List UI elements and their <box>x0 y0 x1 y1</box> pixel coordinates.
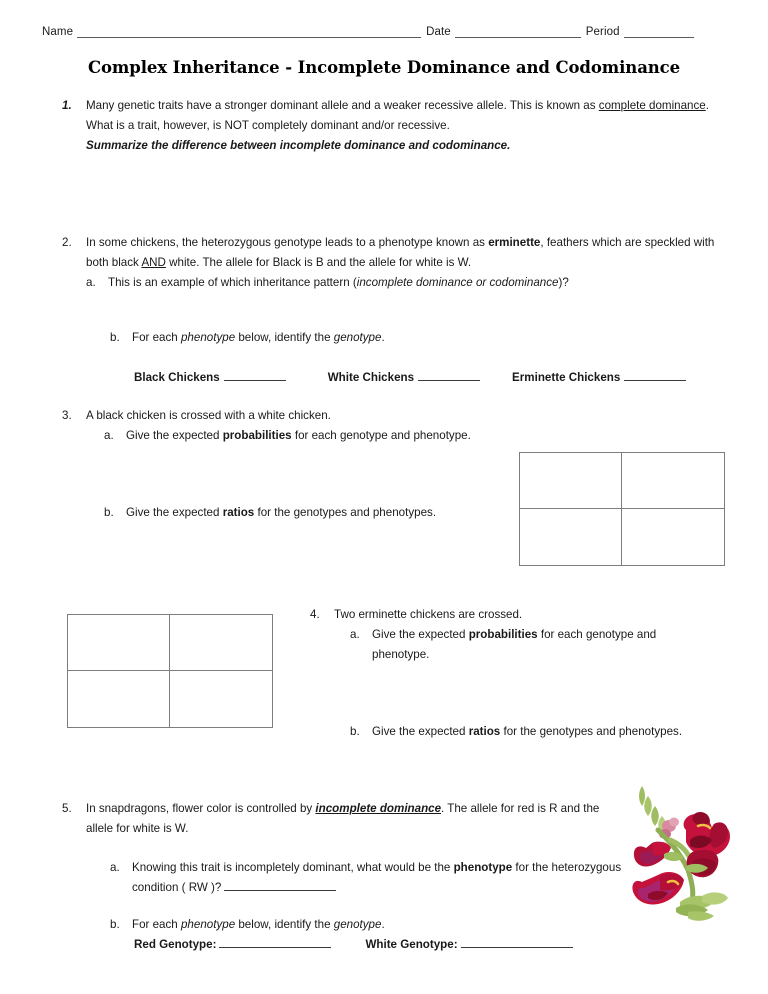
question-1-number: 1. <box>62 99 72 112</box>
question-2b-emphasis-phenotype: phenotype <box>180 331 236 344</box>
question-4b-text-a: Give the expected <box>372 725 469 738</box>
question-5-text-a: In snapdragons, flower color is controlled by <box>86 802 316 815</box>
question-5a <box>110 858 630 898</box>
question-3a <box>104 426 524 446</box>
question-5a-letter: a. <box>110 861 120 874</box>
punnett-cell[interactable] <box>520 509 622 565</box>
question-3a-letter: a. <box>104 429 114 442</box>
student-info-header <box>42 26 726 38</box>
question-3b-text-a: Give the expected <box>126 506 223 519</box>
question-4b-letter: b. <box>350 725 360 738</box>
question-5a-emphasis-phenotype: phenotype <box>453 861 513 874</box>
question-4b-body <box>372 722 740 742</box>
question-2a-letter: a. <box>86 276 96 289</box>
question-4a-text-a: Give the expected <box>372 628 469 641</box>
question-5b-emphasis-phenotype: phenotype <box>180 918 236 931</box>
black-chickens-blank[interactable] <box>224 368 286 381</box>
question-2a-text-b: )? <box>558 276 569 289</box>
question-2-emphasis-and: AND <box>141 256 166 269</box>
question-2b-body <box>132 328 710 348</box>
name-blank[interactable] <box>77 26 421 38</box>
question-3b-text-b: for the genotypes and phenotypes. <box>254 506 437 519</box>
question-2-text-b: , feathers which are speckled with both black <box>86 236 715 269</box>
question-2-body <box>86 233 722 293</box>
erminette-chickens-group <box>512 368 686 384</box>
chicken-genotype-blanks <box>134 368 734 384</box>
question-3b-letter: b. <box>104 506 114 519</box>
question-1-emphasis-complete-dominance: complete dominance <box>598 99 706 112</box>
red-genotype-blank[interactable] <box>219 935 331 948</box>
question-5a-body <box>132 858 630 898</box>
question-5-body <box>86 799 622 839</box>
question-2-emphasis-erminette: erminette <box>488 236 541 249</box>
question-4 <box>310 605 730 625</box>
question-4b-emphasis-ratios: ratios <box>468 725 501 738</box>
question-2b-text-c: . <box>381 331 385 344</box>
white-chickens-blank[interactable] <box>418 368 480 381</box>
question-1-text-b: . What is a trait, however, is NOT completely dominant and/or recessive. <box>86 99 709 132</box>
question-3b-body <box>126 503 524 523</box>
question-4a-text-b: for each genotype and phenotype. <box>372 628 657 661</box>
white-chickens-group <box>328 368 480 384</box>
punnett-square-question-4[interactable] <box>67 614 273 728</box>
question-4b-text-b: for the genotypes and phenotypes. <box>500 725 683 738</box>
name-label: Name <box>42 26 74 38</box>
question-5b-text-b: below, identify the <box>235 918 334 931</box>
question-4b <box>350 722 740 742</box>
question-5 <box>62 799 622 839</box>
question-4a-emphasis-probabilities: probabilities <box>468 628 538 641</box>
erminette-chickens-label: Erminette Chickens <box>512 371 621 384</box>
question-5b-letter: b. <box>110 918 120 931</box>
question-1-text-a: Many genetic traits have a stronger dominant allele and a weaker recessive allele. This is known as <box>86 99 599 112</box>
question-3a-emphasis-probabilities: probabilities <box>222 429 292 442</box>
erminette-chickens-blank[interactable] <box>624 368 686 381</box>
question-2 <box>62 233 722 293</box>
question-4a-letter: a. <box>350 628 360 641</box>
question-5b-text-c: . <box>381 918 385 931</box>
black-chickens-group <box>134 368 286 384</box>
question-2-text-a: In some chickens, the heterozygous genotype leads to a phenotype known as <box>86 236 489 249</box>
question-3a-body <box>126 426 524 446</box>
question-2-number: 2. <box>62 236 72 249</box>
question-2b-letter: b. <box>110 331 120 344</box>
question-5b <box>110 915 630 935</box>
question-5a-text-a: Knowing this trait is incompletely dominant, what would be the <box>132 861 454 874</box>
punnett-cell[interactable] <box>622 453 724 509</box>
question-4a <box>350 625 710 665</box>
question-3b <box>104 503 524 523</box>
question-3-number: 3. <box>62 409 72 422</box>
punnett-cell[interactable] <box>520 453 622 509</box>
page-title: Complex Inheritance - Incomplete Dominance and Codominance <box>87 58 681 77</box>
question-5b-emphasis-genotype: genotype <box>333 918 382 931</box>
question-2a-body <box>108 273 722 293</box>
question-3 <box>62 406 512 426</box>
black-chickens-label: Black Chickens <box>134 371 220 384</box>
snapdragon-flower-image <box>628 778 742 924</box>
question-1-body <box>86 96 722 156</box>
question-2b <box>110 328 710 348</box>
question-4-text: Two erminette chickens are crossed. <box>334 608 523 621</box>
white-genotype-label: White Genotype: <box>365 938 458 951</box>
question-5a-text-b: for the heterozygous condition ( RW )? <box>132 861 622 894</box>
question-3a-text-b: for each genotype and phenotype. <box>291 429 471 442</box>
question-3-text: A black chicken is crossed with a white chicken. <box>86 409 331 422</box>
question-2a-text-a: This is an example of which inheritance pattern ( <box>108 276 357 289</box>
punnett-cell[interactable] <box>68 615 170 671</box>
period-label: Period <box>585 26 620 38</box>
snapdragon-genotype-blanks <box>134 935 654 951</box>
question-5-number: 5. <box>62 802 72 815</box>
question-5b-text-a: For each <box>132 918 181 931</box>
question-5-text-b: . The allele for red is R and the allele for white is W. <box>86 802 600 835</box>
period-blank[interactable] <box>624 26 694 38</box>
red-genotype-label: Red Genotype: <box>134 938 217 951</box>
heterozygous-phenotype-blank[interactable] <box>224 878 336 891</box>
date-blank[interactable] <box>455 26 581 38</box>
white-genotype-blank[interactable] <box>461 935 573 948</box>
question-2a <box>86 273 722 293</box>
question-2-text-c: white. The allele for Black is B and the allele for white is W. <box>165 256 472 269</box>
question-2a-emphasis-patterns: incomplete dominance or codominance <box>356 276 559 289</box>
question-5-emphasis-incomplete-dominance: incomplete dominance <box>315 802 442 815</box>
question-4a-body <box>372 625 710 665</box>
question-2b-text-b: below, identify the <box>235 331 334 344</box>
question-3b-emphasis-ratios: ratios <box>222 506 255 519</box>
question-2b-text-a: For each <box>132 331 181 344</box>
question-1 <box>62 96 722 156</box>
question-4-number: 4. <box>310 608 320 621</box>
question-3a-text-a: Give the expected <box>126 429 223 442</box>
punnett-cell[interactable] <box>68 671 170 727</box>
punnett-square-question-3[interactable] <box>519 452 725 566</box>
white-chickens-label: White Chickens <box>327 371 415 384</box>
question-5b-body <box>132 915 630 935</box>
punnett-cell[interactable] <box>170 615 272 671</box>
question-1-directive: Summarize the difference between incomplete dominance and codominance. <box>86 139 511 152</box>
punnett-cell[interactable] <box>170 671 272 727</box>
question-2b-emphasis-genotype: genotype <box>333 331 382 344</box>
punnett-cell[interactable] <box>622 509 724 565</box>
date-label: Date <box>426 26 451 38</box>
